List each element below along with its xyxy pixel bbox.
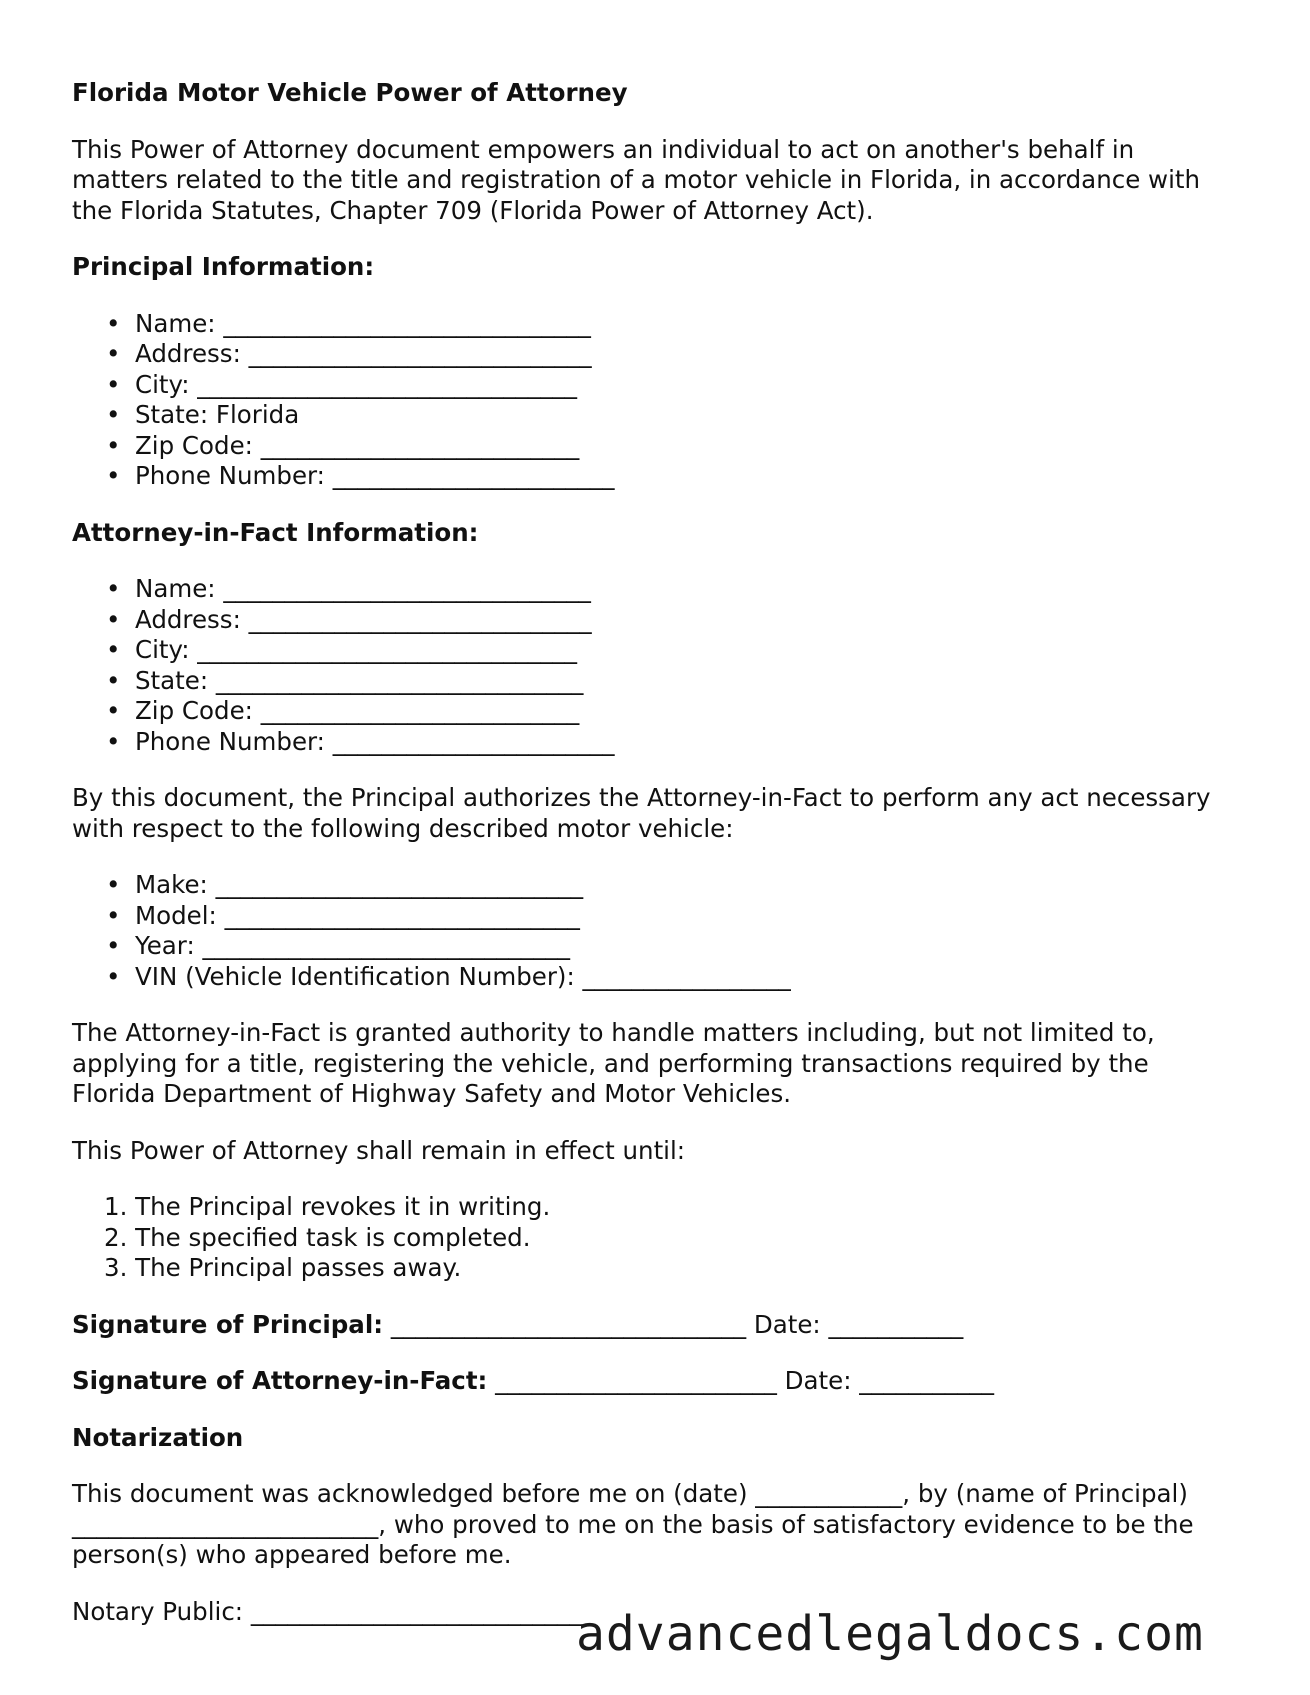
principal-heading: Principal Information: (72, 252, 375, 281)
principal-signature-line (72, 1310, 1222, 1341)
principal-state-field: • State: Florida (72, 400, 1222, 431)
attorney-state-field: • State: ______________________________ (72, 666, 1222, 697)
vehicle-make-field: • Make: ______________________________ (72, 870, 1222, 901)
attorney-fields-list (72, 574, 1222, 757)
authority-paragraph: The Attorney-in-Fact is granted authority to handle matters including, but not limited to, applying for a title, registering the vehicle, and performing transactions required by the Florida Department of Highway Safety and Motor Vehicles. (72, 1018, 1155, 1108)
vehicle-fields-list (72, 870, 1222, 992)
attorney-signature-blank: _______________________ Date: ___________ (487, 1366, 995, 1395)
principal-name-field: • Name: ______________________________ (72, 309, 1222, 340)
effect-intro: This Power of Attorney shall remain in effect until: (72, 1135, 686, 1165)
attorney-address-field: • Address: ____________________________ (72, 605, 1222, 636)
attorney-signature-line (72, 1366, 1222, 1397)
conditions-list (72, 1192, 1222, 1284)
principal-signature-blank: _____________________________ Date: ___________ (383, 1309, 964, 1339)
condition-item: 2. The specified task is completed. (104, 1222, 531, 1252)
watermark: advancedlegaldocs.com (576, 1606, 1204, 1662)
vehicle-model-field: • Model: _____________________________ (72, 901, 1222, 932)
intro-paragraph: This Power of Attorney document empowers an individual to act on another's behalf in matters related to the title and registration of a motor vehicle in Florida, in accordance with the Florida Statutes, Chapter 709 (Florida Power of Attorney Act). (72, 134, 1201, 225)
attorney-phone-field: • Phone Number: _______________________ (72, 727, 1222, 758)
condition-item: 1. The Principal revokes it in writing. (104, 1192, 551, 1221)
principal-fields-list (72, 309, 1222, 492)
notarization-heading: Notarization (72, 1422, 244, 1452)
document-page (72, 78, 1222, 1653)
document-title: Florida Motor Vehicle Power of Attorney (72, 78, 628, 107)
attorney-name-field: • Name: ______________________________ (72, 574, 1222, 605)
attorney-heading: Attorney-in-Fact Information: (72, 517, 479, 547)
attorney-zip-field: • Zip Code: __________________________ (72, 696, 1222, 727)
attorney-city-field: • City: _______________________________ (72, 635, 1222, 666)
principal-signature-label: Signature of Principal: (72, 1309, 384, 1339)
notarization-paragraph: This document was acknowledged before me on (date) ____________, by (name of Principal) _________________________, who proved to me on the basis of satisfactory evidence to be the person(s) who appeared before me. (72, 1479, 1194, 1569)
notary-public-line: Notary Public: ____________________________ (72, 1596, 594, 1626)
vehicle-vin-field: • VIN (Vehicle Identification Number): _________________ (72, 962, 1222, 993)
principal-city-field: • City: _______________________________ (72, 370, 1222, 401)
principal-address-field: • Address: ____________________________ (72, 339, 1222, 370)
condition-item: 3. The Principal passes away. (104, 1253, 462, 1282)
authorization-paragraph: By this document, the Principal authorizes the Attorney-in-Fact to perform any act necessary with respect to the following described motor vehicle: (72, 783, 1211, 843)
vehicle-year-field: • Year: ______________________________ (72, 931, 1222, 962)
attorney-signature-label: Signature of Attorney-in-Fact: (72, 1366, 488, 1395)
principal-zip-field: • Zip Code: __________________________ (72, 431, 1222, 462)
principal-phone-field: • Phone Number: _______________________ (72, 461, 1222, 492)
